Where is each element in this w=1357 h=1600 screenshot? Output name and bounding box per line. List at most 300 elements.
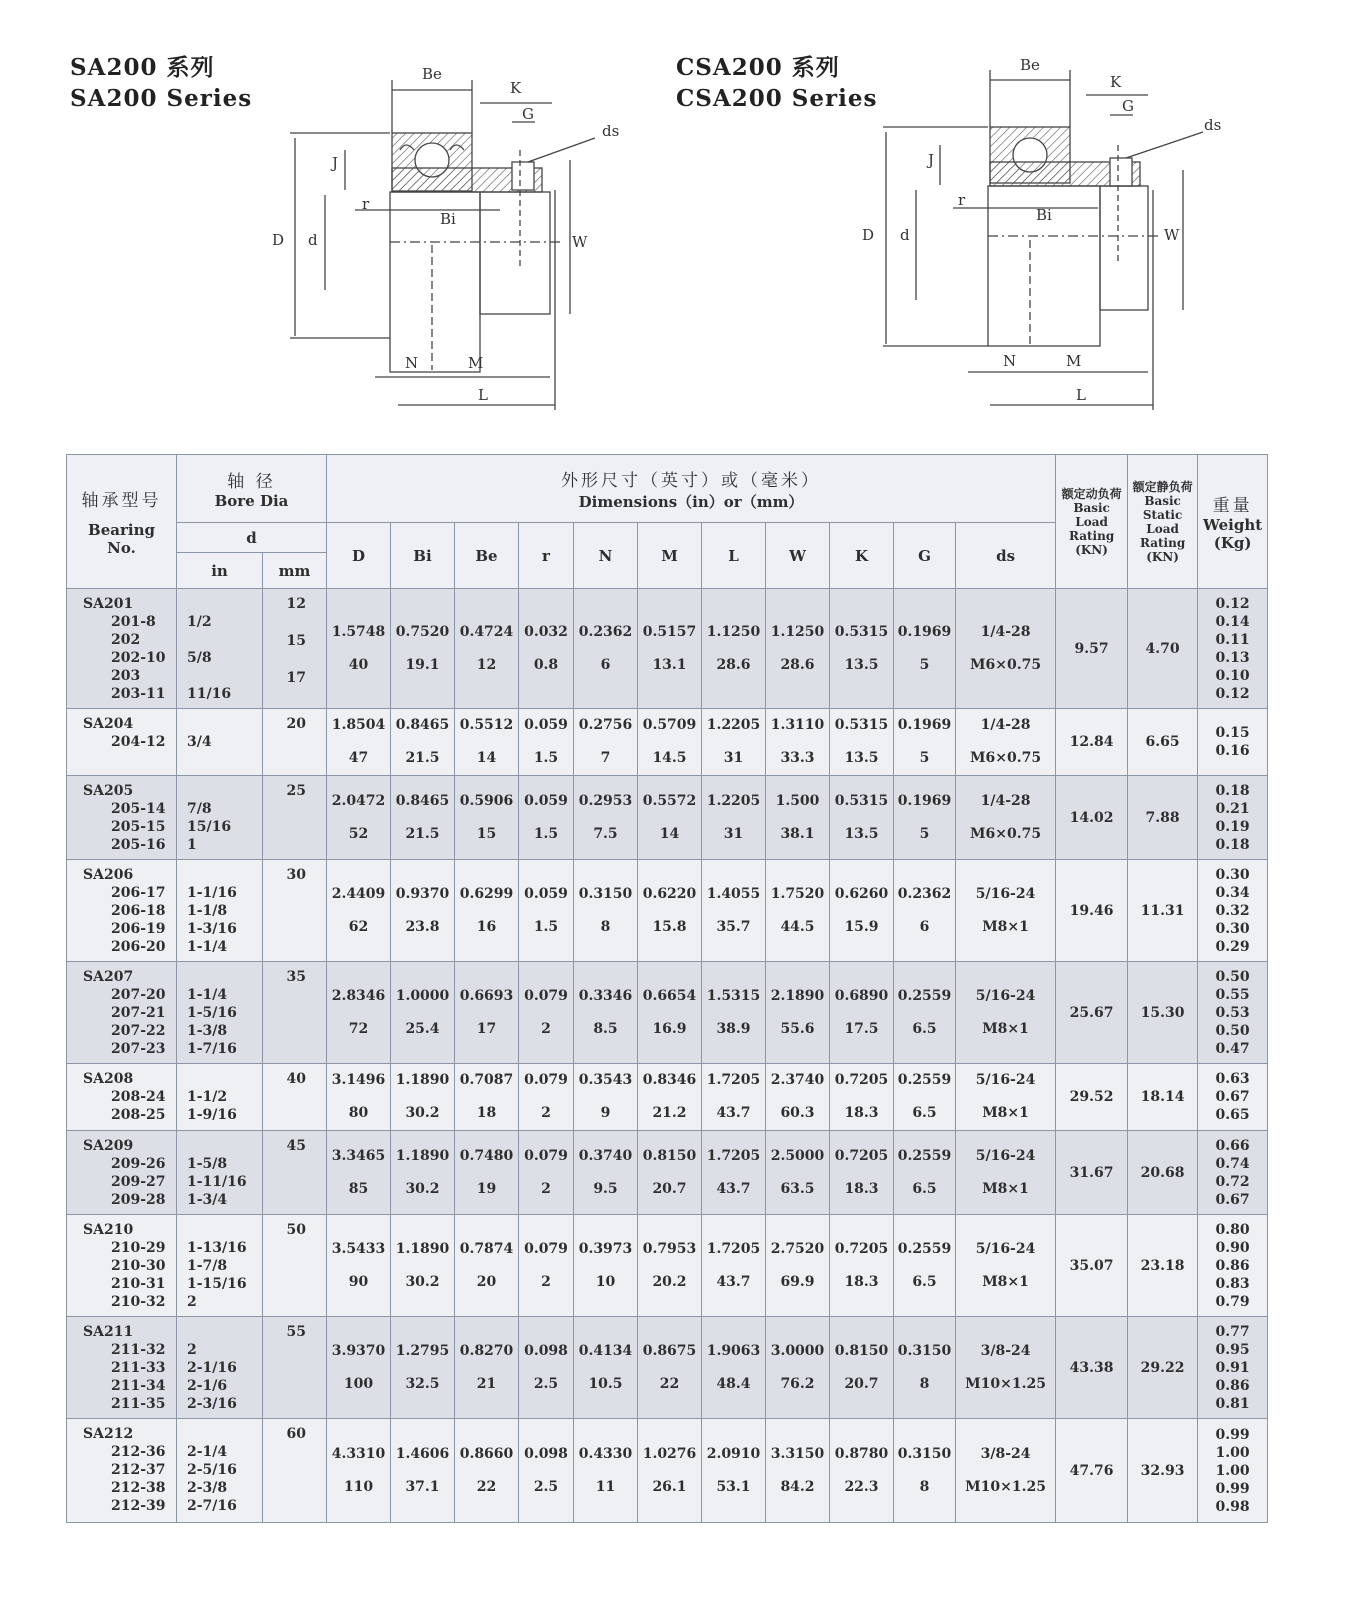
dimension-mm-value: 43.7 (716, 1273, 751, 1290)
dimension-in-value: 0.5157 (642, 623, 697, 640)
header-weight (1198, 455, 1268, 589)
header-dims-cn: 外形尺寸（英寸）或（毫米） (561, 470, 822, 491)
bearing-no: SA211 (83, 1324, 134, 1340)
dimension-cell (702, 962, 766, 1064)
weight-value: 0.10 (1215, 667, 1250, 684)
dimension-mm-value: 10.5 (588, 1375, 623, 1392)
weight-value: 0.30 (1215, 866, 1250, 883)
label-be-r: Be (1020, 56, 1040, 74)
label-m-r: M (1066, 352, 1082, 370)
dimension-cell (519, 962, 574, 1064)
dimension-mm-value: 2 (541, 1180, 551, 1197)
dimension-cell (391, 1215, 455, 1317)
header-dynamic-load (1056, 455, 1128, 589)
dimension-cell (638, 1419, 702, 1523)
dimension-in-value: 1.1250 (770, 623, 825, 640)
dimension-mm-value: M10×1.25 (965, 1478, 1046, 1495)
spec-table (66, 454, 1268, 1523)
bearing-no: 212-38 (111, 1480, 166, 1496)
header-dyn-en4: (KN) (1075, 542, 1108, 557)
dimension-in-value: 0.7205 (834, 1147, 889, 1164)
header-bore-cn: 轴 径 (227, 472, 276, 492)
weight-value: 0.79 (1215, 1293, 1250, 1310)
dimension-mm-value: 8 (919, 1478, 930, 1495)
static-load-value: 32.93 (1128, 1419, 1198, 1523)
dimension-mm-value: 90 (348, 1273, 369, 1290)
header-col-W: W (766, 523, 830, 589)
dimension-in-value: 0.4134 (578, 1342, 633, 1359)
dimension-in-value: 0.6220 (642, 885, 697, 902)
dimension-in-value: 0.3150 (897, 1342, 952, 1359)
bore-in: 1-9/16 (187, 1107, 237, 1123)
dimension-mm-value: 28.6 (716, 656, 751, 673)
table-row (67, 1131, 1268, 1215)
dimension-in-value: 5/16-24 (975, 987, 1036, 1004)
dimension-cell (702, 1215, 766, 1317)
dimension-cell (519, 1064, 574, 1131)
dimension-in-value: 0.8780 (834, 1445, 889, 1462)
bore-in: 1-5/16 (187, 1005, 237, 1021)
header-bearing-no-cn: 轴承型号 (81, 491, 162, 511)
dimension-mm-value: 18 (476, 1105, 497, 1121)
bearing-no: SA210 (83, 1222, 134, 1238)
dimension-in-value: 2.3740 (770, 1072, 825, 1088)
dimension-mm-value: 80 (348, 1105, 369, 1121)
header-dyn-en1: Basic (1073, 500, 1110, 515)
dynamic-load-value: 29.52 (1056, 1064, 1128, 1131)
dimension-mm-value: M8×1 (982, 918, 1029, 935)
weight-value: 0.18 (1215, 836, 1250, 853)
dimension-in-value: 0.6299 (459, 885, 514, 902)
bearing-no: 208-24 (111, 1089, 166, 1105)
dimension-mm-value: 2 (541, 1020, 551, 1037)
dimension-in-value: 3.3465 (331, 1147, 386, 1164)
dimension-in-value: 5/16-24 (975, 1240, 1036, 1257)
dimension-in-value: 0.6260 (834, 885, 889, 902)
dimension-cell (391, 1317, 455, 1419)
dimension-mm-value: 30.2 (405, 1273, 440, 1290)
dimension-in-value: 0.2756 (578, 717, 633, 733)
bore-in (187, 1221, 262, 1239)
dimension-mm-value: M10×1.25 (965, 1375, 1046, 1392)
bore-in: 2-1/16 (187, 1360, 237, 1376)
dimension-cell (391, 589, 455, 709)
dimension-cell (519, 776, 574, 860)
dimension-cell (574, 1064, 638, 1131)
bearing-no: 210-31 (111, 1276, 166, 1292)
dimension-cell (894, 1064, 956, 1131)
dimension-mm-value: 53.1 (716, 1478, 751, 1495)
header-d: d (177, 523, 327, 553)
dimension-mm-value: 2.5 (533, 1478, 559, 1495)
dimension-cell (519, 1215, 574, 1317)
dimension-cell (830, 1131, 894, 1215)
label-j-r: J (928, 151, 935, 169)
label-r-r: r (958, 191, 966, 209)
dimension-in-value: 0.2559 (897, 1072, 952, 1088)
dimension-cell (638, 589, 702, 709)
dimension-cell (391, 709, 455, 776)
dimension-cell (894, 962, 956, 1064)
dimension-cell (327, 1064, 391, 1131)
dimension-mm-value: 9.5 (593, 1180, 618, 1197)
dimension-in-value: 1.0000 (395, 987, 450, 1004)
header-col-r: r (519, 523, 574, 589)
bearing-no-cell (67, 1419, 177, 1523)
dimension-in-value: 1.9063 (706, 1342, 761, 1359)
sa200-title-cn: SA200 系列 (70, 54, 215, 81)
bearing-no-cell (67, 1131, 177, 1215)
dimension-in-value: 2.1890 (770, 987, 825, 1004)
table-row (67, 962, 1268, 1064)
header-col-Bi: Bi (391, 523, 455, 589)
dimension-mm-value: 62 (348, 918, 369, 935)
dimension-cell (519, 709, 574, 776)
weight-cell (1198, 1064, 1268, 1131)
dimension-mm-value: 15 (476, 825, 497, 842)
dimension-cell (455, 1064, 519, 1131)
dimension-cell (391, 860, 455, 962)
bore-in: 11/16 (187, 686, 232, 702)
weight-cell (1198, 1419, 1268, 1523)
dimension-mm-value: M8×1 (982, 1180, 1029, 1197)
dimension-in-value: 2.5000 (770, 1147, 825, 1164)
dimension-in-value: 2.0910 (706, 1445, 761, 1462)
dimension-mm-value: 13.5 (844, 825, 879, 842)
dimension-mm-value: 31 (723, 825, 744, 842)
dimension-cell (956, 962, 1056, 1064)
dimension-mm-value: 69.9 (780, 1273, 815, 1290)
bearing-no: 206-18 (111, 903, 166, 919)
bore-in (187, 1425, 262, 1443)
dimension-in-value: 0.7480 (459, 1147, 514, 1164)
dimension-in-value: 0.059 (524, 717, 568, 733)
header-stat-cn: 额定静负荷 (1132, 479, 1193, 494)
label-D: D (272, 231, 285, 249)
weight-cell (1198, 860, 1268, 962)
bore-in: 7/8 (187, 801, 212, 817)
dimension-mm-value: M6×0.75 (970, 750, 1042, 766)
dimension-cell (956, 1215, 1056, 1317)
header-stat-en5: (KN) (1146, 549, 1179, 564)
dimension-in-value: 0.8346 (642, 1072, 697, 1088)
weight-value: 0.15 (1215, 725, 1250, 741)
dynamic-load-value: 14.02 (1056, 776, 1128, 860)
bearing-no: 201-8 (111, 614, 156, 630)
bore-mm-cell (263, 1215, 327, 1317)
bore-mm: 12 (286, 596, 306, 612)
dimension-in-value: 0.5906 (459, 792, 514, 809)
bore-mm-cell (263, 962, 327, 1064)
dimension-cell (327, 776, 391, 860)
bore-mm-cell (263, 1317, 327, 1419)
weight-value: 0.72 (1215, 1173, 1250, 1190)
weight-value: 0.63 (1215, 1071, 1250, 1087)
dimension-cell (519, 1131, 574, 1215)
bore-in: 5/8 (187, 650, 212, 666)
dimension-mm-value: 60.3 (780, 1105, 815, 1121)
dimension-cell (574, 776, 638, 860)
dimension-cell (830, 776, 894, 860)
weight-value: 0.34 (1215, 884, 1250, 901)
dimension-in-value: 3/8-24 (980, 1342, 1031, 1359)
bearing-no: SA209 (83, 1138, 134, 1154)
dimension-mm-value: 52 (348, 825, 369, 842)
bearing-no: 209-28 (111, 1192, 166, 1208)
dimension-mm-value: 18.3 (844, 1105, 879, 1121)
bearing-no-cell (67, 1215, 177, 1317)
table-row (67, 860, 1268, 962)
dimension-in-value: 1.500 (775, 792, 820, 809)
bearing-no: 207-23 (111, 1041, 166, 1057)
dimension-cell (327, 589, 391, 709)
dimension-mm-value: 12 (476, 656, 497, 673)
weight-value: 0.98 (1215, 1498, 1250, 1515)
dimension-in-value: 1.2205 (706, 792, 761, 809)
dimension-in-value: 2.8346 (331, 987, 386, 1004)
dimension-in-value: 3/8-24 (980, 1445, 1031, 1462)
weight-value: 0.90 (1215, 1239, 1250, 1256)
weight-value: 0.21 (1215, 800, 1250, 817)
weight-value: 0.53 (1215, 1004, 1250, 1021)
bore-in (187, 1137, 262, 1155)
weight-value: 0.14 (1215, 613, 1250, 630)
label-k: K (510, 79, 522, 97)
weight-value: 0.55 (1215, 986, 1250, 1003)
dimension-mm-value: 43.7 (716, 1180, 751, 1197)
dimension-cell (327, 1419, 391, 1523)
dimension-cell (766, 709, 830, 776)
dimension-mm-value: 25.4 (405, 1020, 440, 1037)
static-load-value: 23.18 (1128, 1215, 1198, 1317)
dimension-mm-value: 21.5 (405, 750, 440, 766)
label-w-r: W (1164, 226, 1180, 244)
dimension-in-value: 0.7520 (395, 623, 450, 640)
dimension-mm-value: 15.8 (652, 918, 687, 935)
bore-mm: 50 (286, 1222, 306, 1238)
weight-value: 0.12 (1215, 685, 1250, 702)
bearing-no: 206-17 (111, 885, 166, 901)
dimension-cell (894, 776, 956, 860)
bearing-no: 211-33 (111, 1360, 166, 1376)
bore-in (187, 1323, 262, 1341)
dimension-mm-value: 20.2 (652, 1273, 687, 1290)
dimension-mm-value: 20.7 (652, 1180, 687, 1197)
dynamic-load-value: 31.67 (1056, 1131, 1128, 1215)
dimension-in-value: 1.5748 (331, 623, 386, 640)
dimension-cell (327, 1215, 391, 1317)
dimension-mm-value: 8 (919, 1375, 930, 1392)
bore-in-cell (177, 860, 263, 962)
dimension-cell (766, 1317, 830, 1419)
weight-value: 0.81 (1215, 1395, 1250, 1412)
dimension-in-value: 0.3346 (578, 987, 633, 1004)
dimension-in-value: 5/16-24 (975, 1147, 1036, 1164)
label-bi: Bi (440, 210, 456, 228)
bearing-no: 211-35 (111, 1396, 166, 1412)
dimension-cell (766, 1215, 830, 1317)
sa200-series-title (70, 52, 252, 114)
dimension-in-value: 0.2559 (897, 1147, 952, 1164)
header-col-N: N (574, 523, 638, 589)
bore-in-cell (177, 776, 263, 860)
label-D-r: D (862, 226, 875, 244)
bore-in (187, 968, 262, 986)
bore-in (187, 1070, 262, 1088)
dimension-in-value: 0.5315 (834, 717, 889, 733)
static-load-value: 6.65 (1128, 709, 1198, 776)
label-ds: ds (602, 122, 620, 140)
dimension-cell (327, 1317, 391, 1419)
dimension-cell (702, 709, 766, 776)
dimension-cell (956, 776, 1056, 860)
dimension-in-value: 0.079 (524, 987, 568, 1004)
dimension-cell (391, 1419, 455, 1523)
bore-in: 1-7/16 (187, 1041, 237, 1057)
bearing-no: SA206 (83, 867, 134, 883)
dimension-cell (391, 1064, 455, 1131)
dimension-mm-value: M8×1 (982, 1020, 1029, 1037)
dimension-cell (574, 962, 638, 1064)
weight-value: 0.12 (1215, 595, 1250, 612)
bearing-no-cell (67, 709, 177, 776)
dimension-in-value: 0.1969 (897, 717, 952, 733)
dimension-mm-value: 13.1 (652, 656, 687, 673)
dimension-in-value: 0.8660 (459, 1445, 514, 1462)
bearing-no: SA207 (83, 969, 134, 985)
dimension-in-value: 1.2795 (395, 1342, 450, 1359)
dimension-cell (702, 1419, 766, 1523)
dimension-in-value: 0.2559 (897, 1240, 952, 1257)
table-row (67, 1215, 1268, 1317)
spec-table-container (66, 454, 1264, 1515)
dimension-mm-value: 21 (476, 1375, 497, 1392)
bearing-no: 209-27 (111, 1174, 166, 1190)
header-col-D: D (327, 523, 391, 589)
dimension-in-value: 0.079 (524, 1072, 568, 1088)
bore-mm-cell (263, 1064, 327, 1131)
dimension-in-value: 1.4055 (706, 885, 761, 902)
weight-value: 0.16 (1215, 743, 1250, 759)
dimension-cell (638, 1215, 702, 1317)
bore-in: 1-3/8 (187, 1023, 228, 1039)
dimension-in-value: 0.059 (524, 885, 568, 902)
bore-in-cell (177, 1064, 263, 1131)
dimension-mm-value: 23.8 (405, 918, 440, 935)
bore-in-cell (177, 589, 263, 709)
dimension-mm-value: 37.1 (405, 1478, 440, 1495)
dimension-mm-value: 55.6 (780, 1020, 815, 1037)
bore-mm: 60 (286, 1426, 306, 1442)
dimension-cell (956, 1064, 1056, 1131)
static-load-value: 15.30 (1128, 962, 1198, 1064)
weight-value: 0.47 (1215, 1040, 1250, 1057)
bearing-no: 209-26 (111, 1156, 166, 1172)
dimension-in-value: 0.5512 (459, 717, 514, 733)
weight-value: 0.67 (1215, 1089, 1250, 1105)
header-static-load (1128, 455, 1198, 589)
bearing-no: 205-14 (111, 801, 166, 817)
bore-in: 2-1/4 (187, 1444, 228, 1460)
dimension-cell (894, 1419, 956, 1523)
dimension-mm-value: M6×0.75 (970, 825, 1042, 842)
dimension-mm-value: 30.2 (405, 1105, 440, 1121)
dimension-cell (766, 962, 830, 1064)
dimension-in-value: 0.2559 (897, 987, 952, 1004)
table-row (67, 1317, 1268, 1419)
dimension-cell (638, 1064, 702, 1131)
dimension-in-value: 0.4330 (578, 1445, 633, 1462)
dimension-cell (894, 1215, 956, 1317)
dimension-mm-value: 14 (659, 825, 680, 842)
dimension-mm-value: 19 (476, 1180, 497, 1197)
dynamic-load-value: 12.84 (1056, 709, 1128, 776)
bearing-no-cell (67, 1317, 177, 1419)
header-in: in (177, 553, 263, 589)
bore-in-cell (177, 709, 263, 776)
dimension-mm-value: M6×0.75 (970, 656, 1042, 673)
dimension-cell (956, 709, 1056, 776)
header-stat-en2: Static (1142, 507, 1183, 522)
dimension-cell (702, 1131, 766, 1215)
bearing-no: 202 (111, 632, 141, 648)
dimension-in-value: 2.4409 (331, 885, 386, 902)
dimension-in-value: 1.4606 (395, 1445, 450, 1462)
bearing-no: 205-16 (111, 837, 166, 853)
dimension-in-value: 1.2205 (706, 717, 761, 733)
bearing-no: SA208 (83, 1071, 134, 1087)
dimension-mm-value: 40 (348, 656, 369, 673)
bore-in: 2 (187, 1294, 197, 1310)
static-load-value: 18.14 (1128, 1064, 1198, 1131)
dimension-cell (830, 709, 894, 776)
dimension-in-value: 0.8675 (642, 1342, 697, 1359)
header-dims-en: Dimensions（in）or（mm） (578, 492, 804, 511)
dimension-mm-value: 84.2 (780, 1478, 815, 1495)
dimension-in-value: 1.7205 (706, 1240, 761, 1257)
dimension-in-value: 1.5315 (706, 987, 761, 1004)
dimension-mm-value: 15.9 (844, 918, 879, 935)
bore-mm-cell (263, 589, 327, 709)
header-col-ds: ds (956, 523, 1056, 589)
bore-in: 2-3/8 (187, 1480, 228, 1496)
weight-value: 0.65 (1215, 1107, 1250, 1123)
bore-mm: 40 (286, 1071, 306, 1087)
dimension-mm-value: 21.5 (405, 825, 440, 842)
dimension-cell (519, 589, 574, 709)
dimension-cell (455, 860, 519, 962)
bore-in: 1-1/2 (187, 1089, 228, 1105)
dimension-mm-value: 6 (600, 656, 611, 673)
header-bearing-no-en2: No. (107, 539, 136, 557)
dimension-cell (702, 1064, 766, 1131)
table-row (67, 589, 1268, 709)
dimension-in-value: 1.7205 (706, 1072, 761, 1088)
bore-in: 2 (187, 1342, 197, 1358)
dimension-in-value: 0.059 (524, 792, 568, 809)
bore-in: 1-7/8 (187, 1258, 228, 1274)
dimension-cell (830, 1419, 894, 1523)
dimension-cell (894, 1317, 956, 1419)
dimension-cell (455, 1419, 519, 1523)
dimension-in-value: 5/16-24 (975, 1072, 1036, 1088)
dimension-cell (956, 1131, 1056, 1215)
bore-in: 15/16 (187, 819, 232, 835)
bore-in-cell (177, 1419, 263, 1523)
dimension-cell (830, 860, 894, 962)
dimension-mm-value: 47 (348, 750, 369, 766)
dimension-cell (327, 962, 391, 1064)
